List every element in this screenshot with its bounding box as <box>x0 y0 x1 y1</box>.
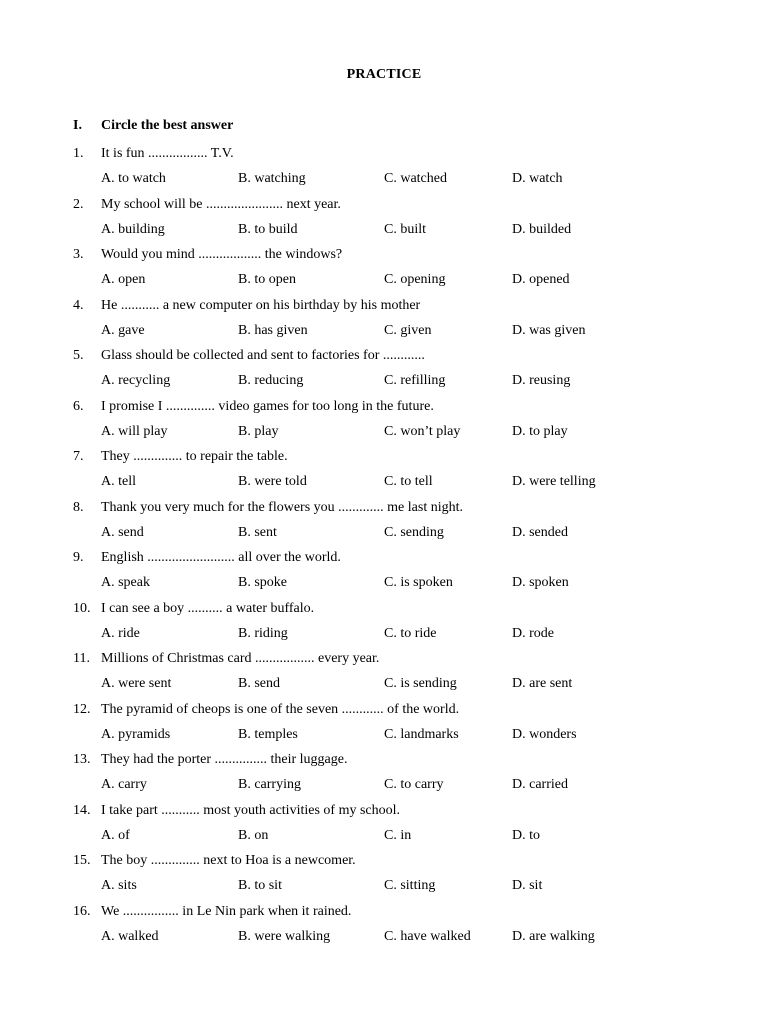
section-number: I. <box>73 118 82 133</box>
option-a[interactable]: A. of <box>101 827 130 843</box>
option-b[interactable]: B. watching <box>238 171 306 186</box>
question-text: He ........... a new computer on his birthday by his mother <box>101 297 421 313</box>
option-c[interactable]: C. given <box>384 322 432 338</box>
question-number: 8. <box>73 499 84 515</box>
question-stem <box>73 901 733 926</box>
question-number: 16. <box>73 903 91 919</box>
answer-options <box>73 673 733 698</box>
question-text: My school will be ...................... next year. <box>101 196 341 212</box>
option-d[interactable]: D. opened <box>512 272 570 287</box>
question-item <box>73 547 733 598</box>
option-a[interactable]: A. speak <box>101 575 150 590</box>
question-number: 9. <box>73 550 84 565</box>
question-number: 11. <box>73 651 90 666</box>
question-number: 14. <box>73 802 91 818</box>
question-text: Thank you very much for the flowers you ............. me last night. <box>101 499 463 515</box>
option-b[interactable]: B. reducing <box>238 373 304 388</box>
question-text: They .............. to repair the table. <box>101 449 288 464</box>
option-b[interactable]: B. on <box>238 827 269 843</box>
option-a[interactable]: A. recycling <box>101 373 171 388</box>
question-item <box>73 648 733 699</box>
option-d[interactable]: D. sended <box>512 524 568 540</box>
option-d[interactable]: D. wonders <box>512 726 577 742</box>
answer-options <box>73 724 733 749</box>
question-number: 15. <box>73 853 91 868</box>
option-a[interactable]: A. sits <box>101 878 137 893</box>
question-stem <box>73 648 733 673</box>
answer-options <box>73 320 733 345</box>
option-b[interactable]: B. temples <box>238 726 298 742</box>
option-a[interactable]: A. walked <box>101 928 159 944</box>
option-c[interactable]: C. to ride <box>384 625 437 641</box>
option-d[interactable]: D. spoken <box>512 575 569 590</box>
option-c[interactable]: C. have walked <box>384 928 471 944</box>
option-d[interactable]: D. to <box>512 827 540 843</box>
question-item <box>73 699 733 750</box>
option-a[interactable]: A. building <box>101 221 165 237</box>
option-c[interactable]: C. landmarks <box>384 726 459 742</box>
question-number: 7. <box>73 449 84 464</box>
option-b[interactable]: B. to open <box>238 272 296 287</box>
question-item <box>73 598 733 649</box>
option-a[interactable]: A. pyramids <box>101 726 171 742</box>
option-c[interactable]: C. sitting <box>384 878 436 893</box>
option-a[interactable]: A. send <box>101 524 144 540</box>
question-text: English ......................... all over the world. <box>101 550 341 565</box>
question-stem <box>73 143 733 168</box>
question-text: The boy .............. next to Hoa is a newcomer. <box>101 853 356 868</box>
question-stem <box>73 497 733 522</box>
question-text: We ................ in Le Nin park when it rained. <box>101 903 352 919</box>
question-text: They had the porter ............... their luggage. <box>101 752 348 767</box>
question-item <box>73 901 733 952</box>
option-a[interactable]: A. open <box>101 272 146 287</box>
option-c[interactable]: C. watched <box>384 171 447 186</box>
option-b[interactable]: B. sent <box>238 524 277 540</box>
option-d[interactable]: D. are sent <box>512 676 573 691</box>
question-stem <box>73 547 733 572</box>
question-number: 13. <box>73 752 91 767</box>
question-item <box>73 345 733 396</box>
question-item <box>73 446 733 497</box>
option-b[interactable]: B. were walking <box>238 928 331 944</box>
question-number: 6. <box>73 398 84 414</box>
question-stem <box>73 396 733 421</box>
answer-options <box>73 522 733 547</box>
question-list <box>73 143 733 951</box>
question-stem <box>73 749 733 774</box>
answer-options <box>73 219 733 244</box>
section-heading <box>73 118 233 134</box>
question-item <box>73 143 733 194</box>
question-stem <box>73 850 733 875</box>
question-number: 5. <box>73 348 84 363</box>
question-stem <box>73 598 733 623</box>
question-item <box>73 749 733 800</box>
question-text: It is fun ................. T.V. <box>101 146 234 161</box>
question-text: Would you mind .................. the windows? <box>101 247 343 262</box>
answer-options <box>73 926 733 951</box>
answer-options <box>73 572 733 597</box>
option-b[interactable]: B. to build <box>238 221 298 237</box>
option-b[interactable]: B. to sit <box>238 878 282 893</box>
option-d[interactable]: D. carried <box>512 777 568 792</box>
question-text: Glass should be collected and sent to factories for ............ <box>101 348 425 363</box>
option-a[interactable]: A. carry <box>101 777 147 792</box>
question-stem <box>73 244 733 269</box>
option-c[interactable]: C. in <box>384 827 412 843</box>
question-item <box>73 497 733 548</box>
question-text: I take part ........... most youth activities of my school. <box>101 802 401 818</box>
answer-options <box>73 471 733 496</box>
option-c[interactable]: C. sending <box>384 524 444 540</box>
option-c[interactable]: C. refilling <box>384 373 446 388</box>
option-b[interactable]: B. has given <box>238 322 308 338</box>
page-title: PRACTICE <box>346 67 422 82</box>
answer-options <box>73 774 733 799</box>
answer-options <box>73 168 733 193</box>
section-title: Circle the best answer <box>101 118 234 133</box>
option-b[interactable]: B. riding <box>238 625 288 641</box>
option-a[interactable]: A. were sent <box>101 676 172 691</box>
question-stem <box>73 446 733 471</box>
option-b[interactable]: B. play <box>238 423 279 439</box>
question-text: I promise I .............. video games for too long in the future. <box>101 398 434 414</box>
answer-options <box>73 421 733 446</box>
option-a[interactable]: A. will play <box>101 423 168 439</box>
question-stem <box>73 699 733 724</box>
option-b[interactable]: B. send <box>238 676 280 691</box>
question-item <box>73 396 733 447</box>
question-number: 10. <box>73 600 91 616</box>
option-d[interactable]: D. sit <box>512 878 543 893</box>
option-a[interactable]: A. tell <box>101 474 136 489</box>
question-stem <box>73 800 733 825</box>
option-a[interactable]: A. to watch <box>101 171 166 186</box>
option-d[interactable]: D. to play <box>512 423 568 439</box>
answer-options <box>73 623 733 648</box>
option-d[interactable]: D. reusing <box>512 373 571 388</box>
option-b[interactable]: B. were told <box>238 474 307 489</box>
option-c[interactable]: C. is sending <box>384 676 457 691</box>
option-a[interactable]: A. ride <box>101 625 140 641</box>
question-item <box>73 194 733 245</box>
option-c[interactable]: C. built <box>384 221 427 237</box>
question-stem <box>73 295 733 320</box>
option-c[interactable]: C. to carry <box>384 777 444 792</box>
answer-options <box>73 269 733 294</box>
question-item <box>73 800 733 851</box>
option-b[interactable]: B. spoke <box>238 575 287 590</box>
option-d[interactable]: D. rode <box>512 625 554 641</box>
question-item <box>73 295 733 346</box>
question-item <box>73 244 733 295</box>
option-c[interactable]: C. won’t play <box>384 423 461 439</box>
question-number: 12. <box>73 701 91 717</box>
question-text: I can see a boy .......... a water buffalo. <box>101 600 315 616</box>
option-a[interactable]: A. gave <box>101 322 145 338</box>
option-d[interactable]: D. were telling <box>512 474 596 489</box>
option-d[interactable]: D. watch <box>512 171 563 186</box>
question-number: 4. <box>73 297 84 313</box>
answer-options <box>73 825 733 850</box>
question-number: 3. <box>73 247 84 262</box>
option-d[interactable]: D. builded <box>512 221 572 237</box>
question-text: Millions of Christmas card ................. every year. <box>101 651 380 666</box>
option-c[interactable]: C. is spoken <box>384 575 453 590</box>
option-c[interactable]: C. opening <box>384 272 446 287</box>
answer-options <box>73 875 733 900</box>
answer-options <box>73 370 733 395</box>
option-d[interactable]: D. was given <box>512 322 586 338</box>
option-b[interactable]: B. carrying <box>238 777 301 792</box>
option-c[interactable]: C. to tell <box>384 474 433 489</box>
question-text: The pyramid of cheops is one of the seven ............ of the world. <box>101 701 460 717</box>
option-d[interactable]: D. are walking <box>512 928 595 944</box>
question-stem <box>73 345 733 370</box>
question-item <box>73 850 733 901</box>
question-stem <box>73 194 733 219</box>
question-number: 1. <box>73 146 84 161</box>
question-number: 2. <box>73 196 84 212</box>
